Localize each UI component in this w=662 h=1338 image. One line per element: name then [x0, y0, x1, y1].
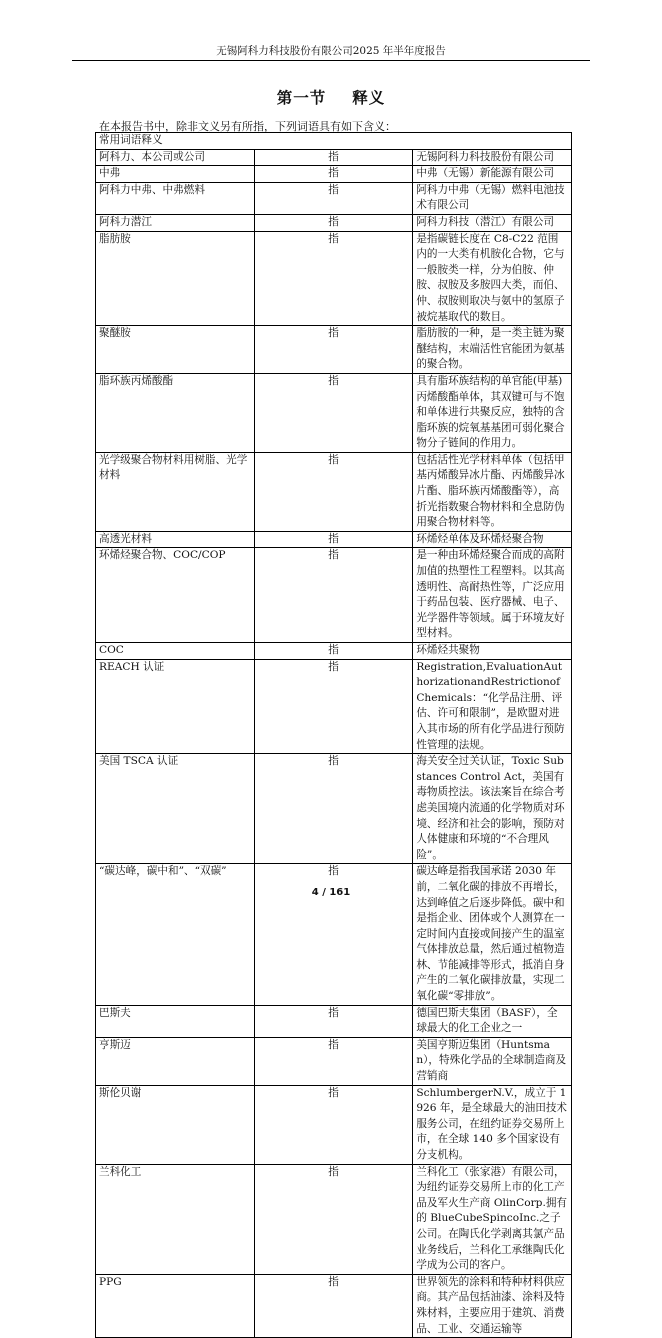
- header-rule: [72, 60, 590, 61]
- definition-cell: 阿科力科技（潜江）有限公司: [413, 214, 572, 231]
- definition-cell: 阿科力中弗（无锡）燃料电池技术有限公司: [413, 182, 572, 214]
- term-cell: 阿科力中弗、中弗燃料: [96, 182, 255, 214]
- table-row: [96, 1274, 572, 1337]
- term-cell: 美国 TSCA 认证: [96, 754, 255, 864]
- section-number: 第一节: [276, 89, 327, 107]
- term-cell: PPG: [96, 1274, 255, 1337]
- table-row: [96, 659, 572, 754]
- link-cell: 指: [254, 864, 413, 1005]
- table-row: [96, 149, 572, 166]
- table-row: [96, 214, 572, 231]
- definition-cell: 兰科化工（张家港）有限公司，为纽约证券交易所上市的化工产品及军火生产商 OlinCorp.拥有的 BlueCubeSpincoInc.之子公司。在陶氏化学剥离其氯产品业务线后，兰科化工承继陶氏化学成为公司的客户。: [413, 1164, 572, 1274]
- term-cell: 斯伦贝谢: [96, 1085, 255, 1164]
- definition-cell: 世界领先的涂料和特种材料供应商。其产品包括油漆、涂料及特殊材料，主要应用于建筑、消费品、工业、交通运输等: [413, 1274, 572, 1337]
- table-row: [96, 643, 572, 660]
- link-cell: 指: [254, 149, 413, 166]
- term-cell: 中弗: [96, 166, 255, 183]
- term-cell: 光学级聚合物材料用树脂、光学材料: [96, 452, 255, 531]
- link-cell: 指: [254, 1037, 413, 1085]
- definitions-table: [95, 132, 572, 1338]
- link-cell: 指: [254, 643, 413, 660]
- definition-cell: 是指碳链长度在 C8-C22 范围内的一大类有机胺化合物，它与一般胺类一样，分为伯胺、仲胺、叔胺及多胺四大类，而伯、仲、叔胺则取决与氨中的氢原子被烷基取代的数目。: [413, 231, 572, 326]
- table-row: [96, 182, 572, 214]
- table-row: [96, 166, 572, 183]
- link-cell: 指: [254, 452, 413, 531]
- link-cell: 指: [254, 1164, 413, 1274]
- section-title: [72, 86, 590, 108]
- table-row: [96, 548, 572, 643]
- page-number: 4 / 161: [311, 887, 351, 898]
- link-cell: 指: [254, 1085, 413, 1164]
- link-cell: 指: [254, 548, 413, 643]
- table-caption-row: [96, 133, 572, 150]
- definition-cell: 环烯烃单体及环烯烃聚合物: [413, 531, 572, 548]
- link-cell: 指: [254, 326, 413, 374]
- link-cell: 指: [254, 182, 413, 214]
- table-row: [96, 864, 572, 1005]
- link-cell: 指: [254, 231, 413, 326]
- table-row: [96, 1085, 572, 1164]
- definition-cell: 无锡阿科力科技股份有限公司: [413, 149, 572, 166]
- term-cell: COC: [96, 643, 255, 660]
- definition-cell: 具有脂环族结构的单官能(甲基)丙烯酸酯单体，其双键可与不饱和单体进行共聚反应，独特的含脂环族的烷氧基基团可弱化聚合物分子链间的作用力。: [413, 373, 572, 452]
- term-cell: 高透光材料: [96, 531, 255, 548]
- table-row: [96, 231, 572, 326]
- table-row: [96, 1164, 572, 1274]
- definition-cell: 中弗（无锡）新能源有限公司: [413, 166, 572, 183]
- link-cell: 指: [254, 1005, 413, 1037]
- table-row: [96, 1005, 572, 1037]
- link-cell: 指: [254, 659, 413, 754]
- term-cell: 兰科化工: [96, 1164, 255, 1274]
- definition-cell: 脂肪胺的一种，是一类主链为聚醚结构，末端活性官能团为氨基的聚合物。: [413, 326, 572, 374]
- term-cell: 聚醚胺: [96, 326, 255, 374]
- term-cell: 环烯烃聚合物、COC/COP: [96, 548, 255, 643]
- table-row: [96, 373, 572, 452]
- definition-cell: 德国巴斯夫集团（BASF），全球最大的化工企业之一: [413, 1005, 572, 1037]
- intro-text: 在本报告书中，除非文义另有所指，下列词语具有如下含义：: [99, 120, 396, 133]
- term-cell: 脂肪胺: [96, 231, 255, 326]
- table-row: [96, 754, 572, 864]
- definition-cell: 美国亨斯迈集团（Huntsman），特殊化学品的全球制造商及营销商: [413, 1037, 572, 1085]
- term-cell: 亨斯迈: [96, 1037, 255, 1085]
- term-cell: “碳达峰，碳中和”、“双碳”: [96, 864, 255, 1005]
- term-cell: 脂环族丙烯酸酯: [96, 373, 255, 452]
- term-cell: REACH 认证: [96, 659, 255, 754]
- definition-cell: SchlumbergerN.V.，成立于 1926 年，是全球最大的油田技术服务公司，在纽约证券交易所上市，在全球 140 多个国家设有分支机构。: [413, 1085, 572, 1164]
- link-cell: 指: [254, 1274, 413, 1337]
- link-cell: 指: [254, 214, 413, 231]
- definition-cell: Registration,EvaluationAuthorizationandRestrictionofChemicals：“化学品注册、评估、许可和限制”，是欧盟对进入其市场的所有化学品进行预防性管理的法规。: [413, 659, 572, 754]
- definition-cell: 碳达峰是指我国承诺 2030 年前，二氧化碳的排放不再增长，达到峰值之后逐步降低。碳中和是指企业、团体或个人测算在一定时间内直接或间接产生的温室气体排放总量，然后通过植物造林、节能减排等形式，抵消自身产生的二氧化碳排放量，实现二氧化碳“零排放”。: [413, 864, 572, 1005]
- term-cell: 巴斯夫: [96, 1005, 255, 1037]
- table-row: [96, 531, 572, 548]
- definition-cell: 海关安全过关认证，Toxic Substances Control Act，美国有毒物质控法。该法案旨在综合考虑美国境内流通的化学物质对环境、经济和社会的影响，预防对人体健康和环境的“不合理风险”。: [413, 754, 572, 864]
- section-name: 释义: [352, 89, 386, 107]
- running-header: 无锡阿科力科技股份有限公司2025 年半年度报告: [216, 45, 446, 57]
- link-cell: 指: [254, 373, 413, 452]
- table-row: [96, 1037, 572, 1085]
- definition-cell: 环烯烃共聚物: [413, 643, 572, 660]
- term-cell: 阿科力潜江: [96, 214, 255, 231]
- link-cell: 指: [254, 754, 413, 864]
- table-row: [96, 452, 572, 531]
- table-caption: 常用词语释义: [96, 133, 572, 150]
- link-cell: 指: [254, 166, 413, 183]
- table-row: [96, 326, 572, 374]
- definition-cell: 是一种由环烯烃聚合而成的高附加值的热塑性工程塑料。以其高透明性、高耐热性等，广泛应用于药品包装、医疗器械、电子、光学器件等领域。属于环境友好型材料。: [413, 548, 572, 643]
- link-cell: 指: [254, 531, 413, 548]
- definition-cell: 包括活性光学材料单体（包括甲基丙烯酸异冰片酯、丙烯酸异冰片酯、脂环族丙烯酸酯等），高折光指数聚合物材料和全息防伪用聚合物材料等。: [413, 452, 572, 531]
- term-cell: 阿科力、本公司或公司: [96, 149, 255, 166]
